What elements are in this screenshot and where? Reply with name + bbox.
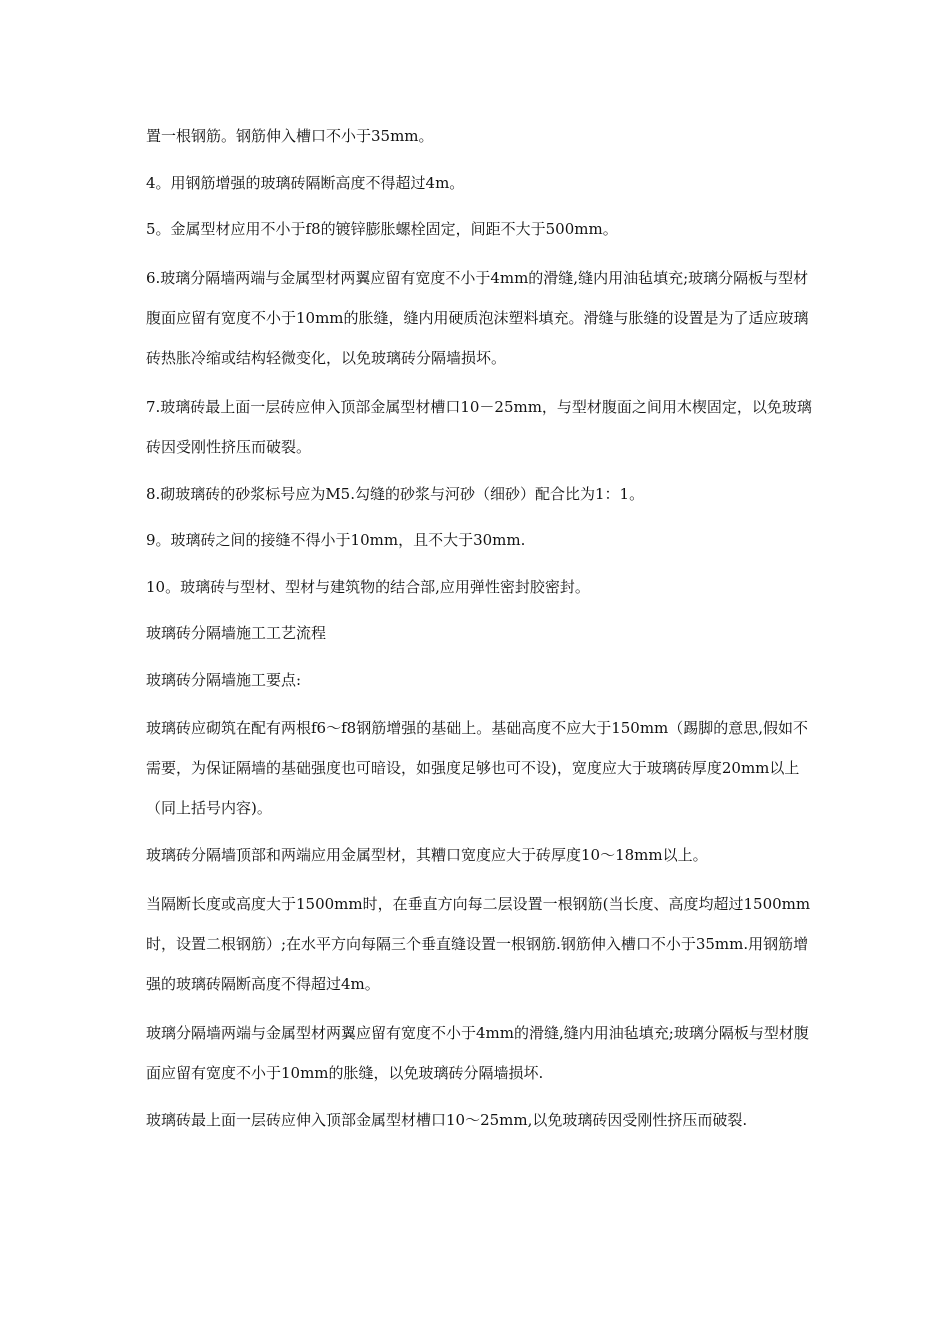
paragraph-2: 4。用钢筋增强的玻璃砖隔断高度不得超过4m。 — [146, 173, 465, 192]
paragraph-1: 置一根钢筋。钢筋伸入槽口不小于35mm。 — [146, 127, 434, 145]
paragraph-13: 玻璃砖最上面一层砖应伸入顶部金属型材槽口10～25mm,以免玻璃砖因受刚性挤压而破裂. — [146, 1110, 748, 1129]
paragraph-8: 10。玻璃砖与型材、型材与建筑物的结合部,应用弹性密封胶密封。 — [146, 577, 590, 596]
paragraph-5: 7.玻璃砖最上面一层砖应伸入顶部金属型材槽口10－25mm，与型材腹面之间用木楔固定，以免玻璃砖因受刚性挤压而破裂。 — [146, 397, 812, 456]
paragraph-9: 玻璃砖应砌筑在配有两根f6～f8钢筋增强的基础上。基础高度不应大于150mm（踢脚的意思,假如不需要，为保证隔墙的基础强度也可暗设，如强度足够也可不设)，宽度应大于玻璃砖厚度20mm以上（同上括号内容)。 — [146, 719, 809, 817]
paragraph-6: 8.砌玻璃砖的砂浆标号应为M5.勾缝的砂浆与河砂（细砂）配合比为1：1。 — [146, 484, 645, 503]
subheading-key-points: 玻璃砖分隔墙施工要点: — [146, 670, 302, 689]
document-body — [146, 118, 816, 1148]
paragraph-11: 当隔断长度或高度大于1500mm时，在垂直方向每二层设置一根钢筋(当长度、高度均超过1500mm时，设置二根钢筋）;在水平方向每隔三个垂直缝设置一根钢筋.钢筋伸入槽口不小于35mm.用钢筋增强的玻璃砖隔断高度不得超过4m。 — [146, 894, 811, 993]
paragraph-7: 9。玻璃砖之间的接缝不得小于10mm，且不大于30mm. — [146, 531, 526, 549]
section-heading: 玻璃砖分隔墙施工工艺流程 — [146, 624, 327, 642]
paragraph-4: 6.玻璃分隔墙两端与金属型材两翼应留有宽度不小于4mm的滑缝,缝内用油毡填充;玻璃分隔板与型材腹面应留有宽度不小于10mm的胀缝，缝内用硬质泡沫塑料填充。滑缝与胀缝的设置是为了适应玻璃砖热胀冷缩或结构轻微变化，以免玻璃砖分隔墙损坏。 — [146, 268, 809, 367]
paragraph-12: 玻璃分隔墙两端与金属型材两翼应留有宽度不小于4mm的滑缝,缝内用油毡填充;玻璃分隔板与型材腹面应留有宽度不小于10mm的胀缝，以免玻璃砖分隔墙损坏. — [146, 1023, 809, 1082]
paragraph-3: 5。金属型材应用不小于f8的镀锌膨胀螺栓固定，间距不大于500mm。 — [146, 220, 618, 238]
paragraph-10: 玻璃砖分隔墙顶部和两端应用金属型材，其糟口宽度应大于砖厚度10～18mm以上。 — [146, 846, 708, 864]
